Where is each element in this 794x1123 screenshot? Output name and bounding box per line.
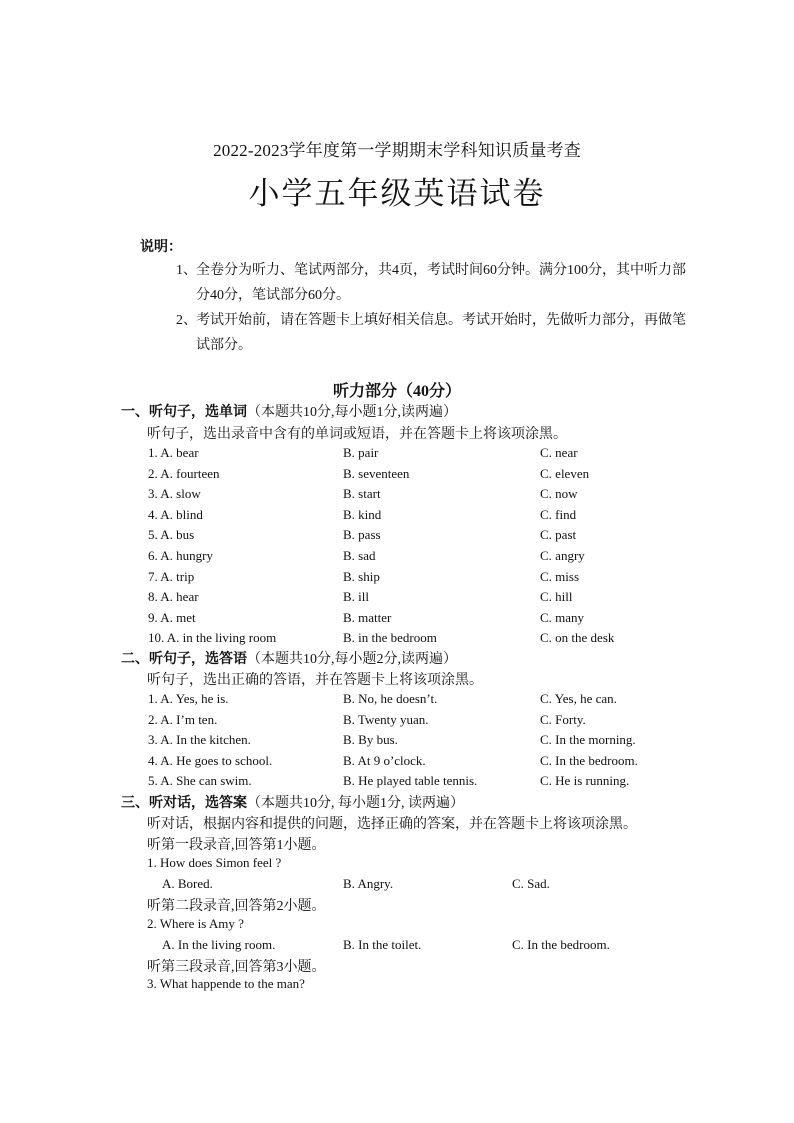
note-item: [176, 308, 686, 358]
option-c: C. Yes, he can.: [540, 691, 617, 706]
option-b: B. He played table tennis.: [343, 773, 478, 789]
question-row: [0, 527, 794, 547]
note-number: 2、: [176, 313, 197, 328]
section-2-heading: [121, 648, 457, 668]
option-a: 9. A. met: [148, 609, 196, 625]
option-b: B. ill: [343, 589, 370, 605]
option-c: C. He is running.: [540, 773, 630, 789]
option-c: C. on the desk: [540, 630, 615, 646]
option-b: B. ship: [343, 568, 380, 584]
option-c: C. past: [540, 527, 577, 543]
section-instruction: 听句子，选出录音中含有的单词或短语，并在答题卡上将该项涂黑。: [147, 427, 567, 442]
option-a: 6. A. hungry: [148, 548, 213, 563]
option-b: B. No, he doesn’t.: [343, 691, 438, 706]
listening-part-heading: 听力部分（40分）: [332, 383, 461, 400]
option-b: B. in the bedroom: [343, 630, 437, 646]
question-row: [0, 610, 794, 630]
section-title: 三、听对话，选答案: [121, 796, 247, 811]
option-b: B. sad: [343, 548, 376, 563]
section-meta: （本题共10分,每小题2分,读两遍）: [247, 652, 457, 667]
option-c: C. eleven: [540, 465, 590, 481]
question-row: [0, 753, 794, 773]
question-row: [0, 691, 794, 711]
question-row: [0, 712, 794, 732]
option-a: 10. A. in the living room: [148, 630, 277, 646]
option-c: C. Sad.: [512, 876, 550, 891]
section-meta: （本题共10分, 每小题1分, 读两遍）: [247, 796, 464, 811]
question-row: [0, 773, 794, 793]
option-c: C. Forty.: [540, 711, 586, 727]
option-c: C. find: [540, 506, 577, 522]
question-row: [0, 569, 794, 589]
option-a: 3. A. In the kitchen.: [148, 732, 251, 748]
section-instruction: 听句子，选出正确的答语，并在答题卡上将该项涂黑。: [147, 673, 483, 688]
option-a: 4. A. He goes to school.: [148, 752, 273, 768]
dialogue-lead: 听第三段录音,回答第3小题。: [147, 960, 326, 975]
option-a: A. Bored.: [162, 876, 213, 891]
option-b: B. Twenty yuan.: [343, 711, 429, 727]
section-3-heading: [121, 792, 464, 812]
option-a: 2. A. I’m ten.: [148, 711, 218, 727]
option-b: B. pair: [343, 445, 379, 460]
option-c: C. In the bedroom.: [512, 937, 610, 952]
option-c: C. miss: [540, 568, 580, 584]
section-title: 一、听句子，选单词: [121, 405, 247, 420]
option-c: C. In the morning.: [540, 732, 636, 748]
option-b: B. pass: [343, 527, 381, 543]
exam-title: 小学五年级英语试卷: [248, 176, 546, 211]
notes-label: 说明：: [140, 240, 182, 255]
question-text: 1. How does Simon feel ?: [147, 855, 282, 870]
option-c: C. hill: [540, 589, 573, 605]
option-a: 5. A. She can swim.: [148, 773, 252, 789]
question-row: [0, 445, 794, 465]
note-number: 1、: [176, 263, 197, 278]
note-item: [176, 258, 686, 308]
option-b: B. By bus.: [343, 732, 398, 748]
question-row: [0, 732, 794, 752]
option-b: B. At 9 o’clock.: [343, 752, 426, 768]
section-1-heading: [121, 401, 457, 421]
question-text: 3. What happende to the man?: [147, 976, 305, 991]
option-a: 5. A. bus: [148, 527, 195, 543]
option-a: 1. A. bear: [148, 445, 199, 460]
option-b: B. In the toilet.: [343, 937, 422, 952]
option-a: 1. A. Yes, he is.: [148, 691, 229, 706]
option-b: B. kind: [343, 506, 382, 522]
question-text: 2. Where is Amy ?: [147, 916, 244, 931]
note-text: 全卷分为听力、笔试两部分，共4页，考试时间60分钟。满分100分，其中听力部分40分，笔试部分60分。: [196, 263, 686, 303]
question-row: [0, 466, 794, 486]
exam-subtitle: 2022-2023学年度第一学期期末学科知识质量考查: [213, 141, 581, 160]
question-row: [0, 507, 794, 527]
question-row: [0, 548, 794, 568]
option-c: C. near: [540, 445, 578, 460]
question-row: [0, 589, 794, 609]
option-b: B. matter: [343, 609, 392, 625]
option-c: C. many: [540, 609, 585, 625]
section-instruction: 听对话，根据内容和提供的问题，选择正确的答案，并在答题卡上将该项涂黑。: [147, 817, 637, 832]
section-title: 二、听句子，选答语: [121, 652, 247, 667]
section-meta: （本题共10分,每小题1分,读两遍）: [247, 405, 457, 420]
option-a: 2. A. fourteen: [148, 465, 220, 481]
dialogue-lead: 听第一段录音,回答第1小题。: [147, 838, 326, 853]
option-c: C. angry: [540, 548, 585, 563]
question-row: [0, 486, 794, 506]
option-b: B. start: [343, 486, 381, 502]
option-a: 7. A. trip: [148, 568, 195, 584]
option-b: B. Angry.: [343, 876, 394, 891]
option-a: 3. A. slow: [148, 486, 201, 502]
option-a: A. In the living room.: [162, 937, 276, 952]
option-c: C. In the bedroom.: [540, 752, 638, 768]
dialogue-lead: 听第二段录音,回答第2小题。: [147, 899, 326, 914]
option-b: B. seventeen: [343, 465, 410, 481]
note-text: 考试开始前，请在答题卡上填好相关信息。考试开始时，先做听力部分，再做笔试部分。: [196, 313, 686, 353]
option-a: 4. A. blind: [148, 506, 203, 522]
option-a: 8. A. hear: [148, 589, 199, 605]
option-c: C. now: [540, 486, 578, 502]
